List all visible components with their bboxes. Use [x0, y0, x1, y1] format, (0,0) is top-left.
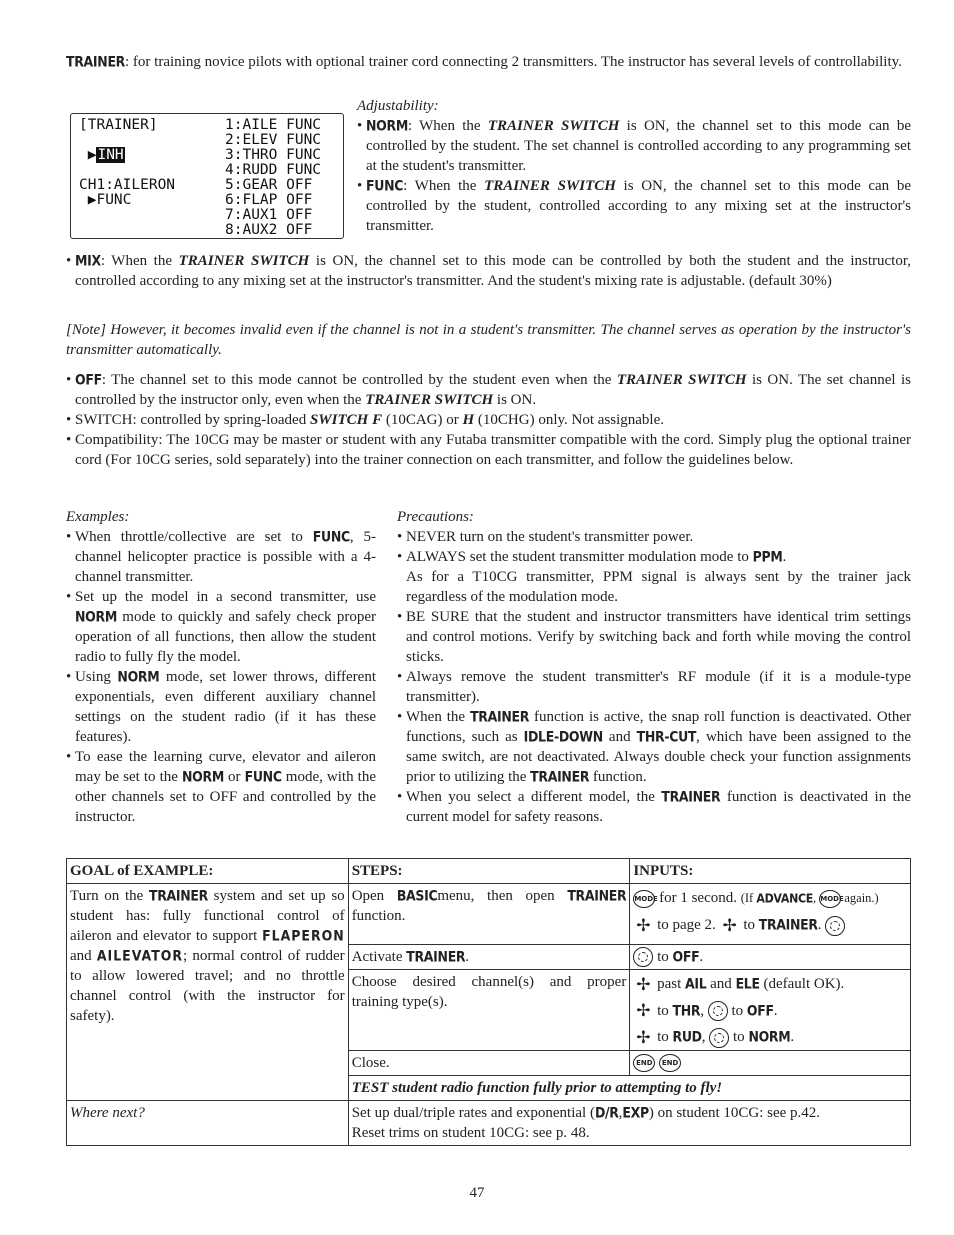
precaution-item: • BE SURE that the student and instructor transmitters have identical trim settings and control motions. Verify by switching back and forth while moving the control sticks.: [397, 607, 911, 667]
keyword-advance: ADVANCE: [756, 890, 813, 906]
text: (If: [740, 891, 757, 905]
lcd-row: 1:AILE FUNC: [225, 117, 322, 133]
text: ,: [701, 1029, 710, 1046]
cursor-pad-icon: ✢: [636, 915, 651, 936]
text: When you select a different model, the: [406, 789, 662, 805]
text: Using: [75, 669, 118, 685]
switch-h-text: H: [462, 412, 475, 428]
precaution-item: • Always remove the student transmitter's RF module (if it is a module-type transmitter).: [397, 667, 911, 707]
text: ,: [812, 891, 820, 905]
text: Set up dual/triple rates and exponential (: [351, 1104, 595, 1121]
keyword-trainer: TRAINER: [148, 886, 208, 905]
text: Set up the model in a second transmitter, use: [75, 589, 376, 605]
example-item: [66, 667, 376, 747]
input-cell: [630, 944, 911, 970]
off-item: [66, 370, 911, 410]
lcd-mode: FUNC: [96, 192, 132, 208]
lcd-row: 7:AUX1 OFF: [225, 207, 313, 223]
text: When throttle/collective are set to: [75, 529, 313, 545]
pointer-icon: ▶: [87, 192, 97, 208]
text: , which have been assigned to the same switch, are not deactivated. Always double check your function assignments prior to utilizing the: [406, 729, 911, 785]
text: to: [653, 1002, 673, 1019]
trainer-switch-text: TRAINER SWITCH: [487, 118, 620, 134]
example-item: [66, 747, 376, 827]
text: .: [782, 549, 787, 565]
text: SWITCH: controlled by spring-loaded: [75, 412, 310, 428]
trainer-switch-text: TRAINER SWITCH: [616, 372, 747, 388]
precaution-item: [397, 787, 911, 827]
text: ,: [700, 1002, 708, 1019]
goal-cell: [67, 884, 349, 1101]
text: .: [773, 1002, 778, 1019]
precaution-item: • NEVER turn on the student's transmitter power.: [397, 527, 911, 547]
table-row: [67, 1100, 911, 1145]
text: to: [653, 1029, 673, 1046]
precaution-item: [397, 547, 911, 607]
input-cell: [630, 970, 911, 1051]
dial-icon: [825, 916, 845, 936]
keyword-thr-cut: THR-CUT: [636, 727, 697, 746]
lcd-row: 5:GEAR OFF: [225, 177, 313, 193]
step-cell: [348, 944, 630, 970]
text: ) on student 10CG: see p.42.: [648, 1104, 821, 1121]
text: to: [727, 1002, 747, 1019]
examples-section: [66, 507, 376, 827]
step-cell: Close.: [348, 1050, 630, 1075]
lcd-right: [225, 118, 321, 238]
keyword-norm: NORM: [366, 116, 408, 135]
compat-item: • Compatibility: The 10CG may be master or student with any Futaba transmitter compatible with the cord. Simply plug the optional trainer cord (For 10CG series, sold separately) into the trainer connection on each transmitter, and follow the guidelines below.: [66, 430, 911, 470]
keyword-norm: NORM: [182, 767, 224, 786]
off-list: [66, 370, 911, 470]
text: again.): [841, 891, 879, 905]
text: ; normal control of rudder to allow lowered travel; and no throttle channel control (with the instructor for safety).: [70, 948, 345, 1024]
end-button-icon: END: [659, 1054, 681, 1072]
text: to: [729, 1029, 749, 1046]
text: .: [699, 948, 704, 965]
input-cell: [630, 1050, 911, 1075]
text: function is active, the snap roll function is deactivated. Other functions, such as: [406, 709, 912, 745]
lcd-state: INH: [97, 147, 124, 163]
step-cell: [348, 884, 630, 945]
page-number: 47: [469, 1185, 485, 1201]
keyword-basic: BASIC: [396, 886, 438, 905]
switch-f-text: SWITCH F: [309, 412, 383, 428]
dial-icon: [633, 947, 653, 967]
text: menu, then open: [437, 888, 568, 904]
text: to page 2.: [653, 917, 716, 933]
text: As for a T10CG transmitter, PPM signal is always sent by the trainer jack regardless of the modulation mode.: [406, 569, 911, 605]
keyword-dr: D/R: [594, 1103, 619, 1121]
mode-button-icon: MODE: [819, 890, 841, 908]
trainer-switch-text: TRAINER SWITCH: [178, 253, 310, 269]
keyword-off: OFF: [746, 1001, 774, 1019]
text: function.: [589, 769, 647, 785]
adjust-norm-item: [357, 116, 911, 176]
keyword-func: FUNC: [366, 176, 404, 195]
switch-item: [66, 410, 911, 430]
text: (default OK).: [759, 976, 845, 993]
text: mode, set lower throws, different exponentials, even different auxiliary channel settings on the student radio (if it has these features).: [75, 669, 376, 745]
keyword-trainer: TRAINER: [66, 52, 126, 71]
keyword-flaperon: FLAPERON: [262, 926, 345, 945]
precautions-section: [397, 507, 911, 827]
text: is ON, the channel set to this mode can be controlled by both the student and the instructor, controlled according to any mixing set at the instructor's transmitter. And the student's mixing rate is adjustable. (default 30%): [75, 253, 911, 289]
adjust-func-item: [357, 176, 911, 236]
mode-button-icon: MODE: [633, 890, 655, 908]
keyword-trainer: TRAINER: [758, 915, 818, 934]
text: Open: [351, 888, 397, 904]
example-item: [66, 527, 376, 587]
keyword-trainer: TRAINER: [530, 767, 590, 786]
text: , 5-channel helicopter practice is possible with a 4-channel transmitter.: [75, 529, 377, 585]
note-paragraph: [Note] However, it becomes invalid even if the channel is not in a student's transmitter. The channel serves as operation by the instructor's transmitter automatically.: [66, 322, 911, 358]
next-cell: [348, 1100, 910, 1145]
table-row: [67, 884, 911, 945]
keyword-exp: EXP: [622, 1103, 649, 1121]
text: is ON, the channel set to this mode can be controlled by the student, controlled according to any mixing set at the instructor's transmitter.: [366, 178, 911, 234]
text: system and set up so student has: fully functional control of aileron and elevator to support: [70, 888, 345, 944]
lcd-title: [TRAINER]: [79, 117, 158, 133]
intro-text: : for training novice pilots with optional trainer cord connecting 2 transmitters. The instructor has several levels of controllability.: [125, 54, 902, 70]
lcd-row: 6:FLAP OFF: [225, 192, 313, 208]
lcd-row: 3:THRO FUNC: [225, 147, 322, 163]
keyword-ppm: PPM: [752, 547, 783, 566]
text: or: [223, 769, 245, 785]
mix-list: [66, 251, 911, 291]
text: .: [465, 948, 470, 965]
text: ALWAYS set the student transmitter modulation mode to: [406, 549, 753, 565]
step-cell: Choose desired channel(s) and proper training type(s).: [348, 970, 630, 1051]
text: for 1 second.: [655, 890, 741, 906]
text: To ease the learning curve, elevator and aileron may be set to the: [75, 749, 376, 785]
text: function is deactivated in the current model for safety reasons.: [406, 789, 911, 825]
end-button-icon: END: [633, 1054, 655, 1072]
text: is ON. The set channel is controlled by the instructor only, even when the: [75, 372, 911, 408]
example-table: [66, 858, 911, 1146]
lcd-row: 2:ELEV FUNC: [225, 132, 322, 148]
text: is ON, the channel set to this mode can be controlled by the student. The set channel is controlled according to any programming set at the student's transmitter.: [366, 118, 911, 174]
keyword-trainer: TRAINER: [567, 886, 627, 905]
keyword-func: FUNC: [312, 527, 350, 546]
trainer-switch-text: TRAINER SWITCH: [365, 392, 494, 408]
input-cell: [630, 884, 911, 945]
cursor-pad-icon: ✢: [636, 1027, 651, 1048]
text: (10CHG) only. Not assignable.: [474, 412, 664, 428]
keyword-thr: THR: [672, 1001, 701, 1019]
keyword-ail: AIL: [685, 974, 707, 993]
example-item: [66, 587, 376, 667]
precautions-heading: Precautions:: [397, 509, 474, 525]
text: Activate: [351, 948, 407, 965]
keyword-idle-down: IDLE-DOWN: [523, 727, 603, 746]
keyword-rud: RUD: [672, 1028, 702, 1046]
text: : When the: [407, 118, 488, 134]
lcd-screen: [70, 113, 344, 239]
intro-paragraph: [66, 52, 911, 72]
test-cell: TEST student radio function fully prior to attempting to fly!: [348, 1075, 910, 1100]
keyword-func: FUNC: [244, 767, 282, 786]
text: function.: [351, 908, 406, 924]
table-header-row: [67, 859, 911, 884]
lcd-row: 8:AUX2 OFF: [225, 222, 313, 238]
keyword-off: OFF: [672, 947, 700, 965]
examples-heading: Examples:: [66, 509, 130, 525]
text: to: [653, 948, 673, 965]
text: Turn on the: [70, 888, 149, 904]
dial-icon: [709, 1028, 729, 1048]
text: is ON.: [493, 392, 537, 408]
lcd-row: 4:RUDD FUNC: [225, 162, 322, 178]
text: : The channel set to this mode cannot be controlled by the student even when the: [101, 372, 617, 388]
text: Reset trims on student 10CG: see p. 48.: [351, 1124, 590, 1141]
keyword-trainer: TRAINER: [406, 947, 466, 965]
keyword-ailevator: AILEVATOR: [96, 946, 184, 965]
precaution-item: [397, 707, 911, 787]
lcd-left: [79, 118, 175, 208]
text: : When the: [403, 178, 485, 194]
dial-icon: [708, 1001, 728, 1021]
keyword-trainer: TRAINER: [661, 787, 721, 806]
text: ,: [618, 1104, 623, 1121]
text: and: [70, 948, 97, 964]
text: When the: [406, 709, 471, 725]
keyword-norm: NORM: [117, 667, 160, 686]
text: (10CAG) or: [382, 412, 463, 428]
text: and: [602, 729, 637, 745]
text: .: [817, 917, 822, 933]
header-steps: STEPS:: [348, 859, 630, 884]
lcd-channel: CH1:AILERON: [79, 177, 176, 193]
cursor-pad-icon: ✢: [636, 974, 651, 995]
text: .: [790, 1029, 795, 1046]
text: : When the: [100, 253, 179, 269]
keyword-off: OFF: [75, 370, 102, 389]
keyword-mix: MIX: [75, 251, 101, 270]
cursor-pad-icon: ✢: [722, 915, 737, 936]
pointer-icon: ▶: [87, 147, 97, 163]
text: mode to quickly and safely check proper operation of all functions, then allow the student radio to fully fly the model.: [75, 609, 376, 665]
text: and: [706, 976, 736, 993]
mix-item: [66, 251, 911, 291]
text: mode, with the other channels set to OFF and controlled by the instructor.: [75, 769, 376, 825]
header-inputs: INPUTS:: [630, 859, 911, 884]
cursor-pad-icon: ✢: [636, 1001, 651, 1022]
text: past: [653, 976, 685, 993]
keyword-trainer: TRAINER: [470, 707, 530, 726]
text: to: [739, 917, 759, 933]
adjustability-section: [357, 96, 911, 236]
where-next-cell: Where next?: [67, 1100, 349, 1145]
adjustability-heading: Adjustability:: [357, 98, 439, 114]
trainer-switch-text: TRAINER SWITCH: [484, 178, 616, 194]
keyword-norm: NORM: [748, 1028, 791, 1046]
header-goal: GOAL of EXAMPLE:: [67, 859, 349, 884]
keyword-norm: NORM: [75, 607, 117, 626]
keyword-ele: ELE: [735, 974, 760, 993]
